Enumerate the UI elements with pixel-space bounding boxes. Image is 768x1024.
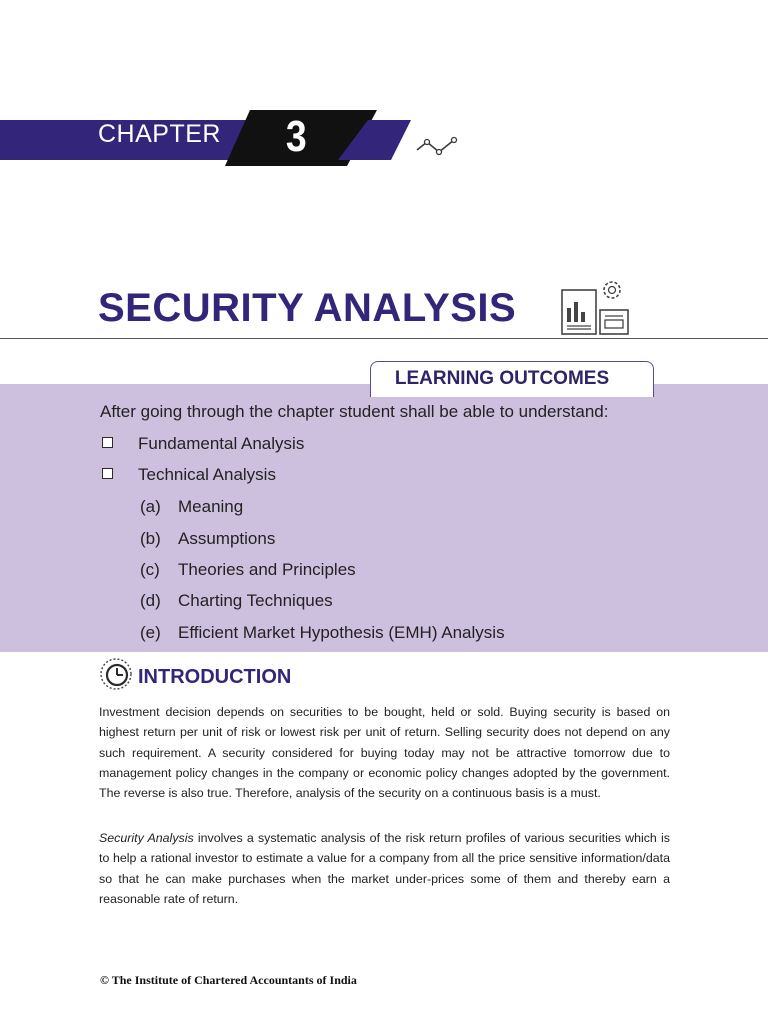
outcome-item: Technical Analysis <box>138 465 276 484</box>
sub-item-letter: (d) <box>140 591 161 610</box>
sub-item-letter: (b) <box>140 529 161 548</box>
sub-item-letter: (c) <box>140 560 160 579</box>
sub-item-letter: (e) <box>140 623 161 642</box>
introduction-paragraph-2 <box>99 828 670 909</box>
learning-outcomes-heading: LEARNING OUTCOMES <box>394 368 610 389</box>
sub-item-letter: (a) <box>140 497 161 516</box>
introduction-heading: INTRODUCTION <box>138 666 292 688</box>
clock-icon <box>99 657 133 691</box>
checkbox-icon <box>102 437 113 448</box>
copyright-footer: © The Institute of Chartered Accountants of India <box>100 973 357 987</box>
security-analysis-term: Security Analysis <box>99 831 194 845</box>
chapter-title: SECURITY ANALYSIS <box>98 286 517 330</box>
report-gear-icon <box>556 278 632 338</box>
title-divider <box>0 338 768 339</box>
introduction-paragraph-1: Investment decision depends on securities to be bought, held or sold. Buying security is based on highest return per unit of risk or lowest risk per unit of return. Selling security does not depend on any such requirement. A security considered for buying today may not be attractive tomorrow due to management policy changes in the company or economic policy changes adopted by the government. The reverse is also true. Therefore, analysis of the security on a continuous basis is a must. <box>99 705 670 801</box>
chapter-number: 3 <box>285 112 307 161</box>
checkbox-icon <box>102 468 113 479</box>
outcome-item: Fundamental Analysis <box>138 434 305 453</box>
sub-item-label: Efficient Market Hypothesis (EMH) Analysis <box>178 623 505 642</box>
sub-item-label: Theories and Principles <box>178 560 356 579</box>
sub-item-label: Meaning <box>178 497 244 516</box>
chapter-label: CHAPTER <box>98 120 221 148</box>
paragraph-2-text: involves a systematic analysis of the risk return profiles of various securities which is to help a rational investor to estimate a value for a company from all the price sensitive information/data so that he can make purchases when the market under-prices some of them and thereby earn a reasonable rate of return. <box>99 831 670 906</box>
sub-item-label: Assumptions <box>178 529 276 548</box>
line-graph-icon <box>414 132 460 158</box>
sub-item-label: Charting Techniques <box>178 591 333 610</box>
learning-outcomes-intro: After going through the chapter student shall be able to understand: <box>100 402 609 421</box>
learning-outcomes-box <box>0 384 768 652</box>
